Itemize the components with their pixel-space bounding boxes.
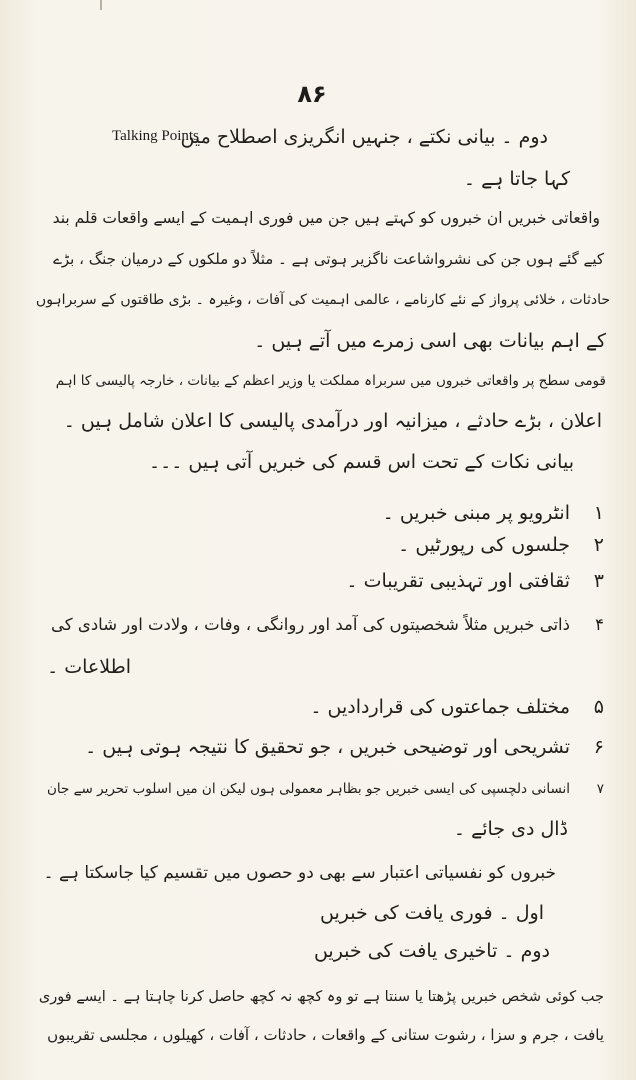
list-number: ۶: [593, 736, 604, 758]
text-line: کہا جاتا ہے ۔: [463, 168, 570, 190]
list-number: ۱: [593, 502, 604, 524]
english-term: Talking Points: [112, 128, 199, 144]
list-item-text: تشریحی اور توضیحی خبریں ، جو تحقیق کا نتیجہ ہوتی ہیں ۔: [85, 736, 570, 758]
text-line: جب کوئی شخص خبریں پڑھتا یا سنتا ہے تو وہ کچھ نہ کچھ حاصل کرنا چاہتا ہے ۔ ایسے فوری: [38, 989, 604, 1005]
text-line: حادثات ، خلائی پرواز کے نئے کارنامے ، عالمی اہمیت کی آفات ، وغیرہ ۔ بڑی طاقتوں کے سربراہوں: [35, 292, 610, 308]
list-item: [346, 566, 604, 596]
text-line: اعلان ، بڑے حادثے ، میزانیہ اور درآمدی پالیسی کا اعلان شامل ہیں ۔: [63, 410, 602, 432]
list-item: [47, 774, 604, 804]
text-line: دوم ۔ بیانی نکتے ، جنہیں انگریزی اصطلاح میں: [180, 126, 548, 148]
list-number: ۷: [596, 781, 604, 797]
text-line: دوم ۔ تاخیری یافت کی خبریں: [313, 940, 550, 962]
text-line: ڈال دی جائے ۔: [453, 818, 568, 840]
text-line: واقعاتی خبریں ان خبروں کو کہتے ہیں جن میں فوری اہمیت کے ایسے واقعات قلم بند: [52, 209, 600, 227]
list-item: [398, 530, 604, 560]
list-item: [310, 692, 604, 722]
list-number: ۴: [595, 615, 604, 634]
list-item-text: جلسوں کی رپورٹیں ۔: [398, 534, 570, 556]
list-item-text: مختلف جماعتوں کی قراردادیں ۔: [310, 696, 570, 718]
list-item-text: ثقافتی اور تہذیبی تقریبات ۔: [346, 570, 570, 592]
text-line: اطلاعات ۔: [47, 656, 131, 678]
list-item: [51, 610, 604, 640]
list-item-text: انسانی دلچسپی کی ایسی خبریں جو بظاہر معمولی ہوں لیکن ان میں اسلوب تحریر سے جان: [46, 781, 570, 797]
text-line: یافت ، جرم و سزا ، رشوت ستانی کے واقعات ، حادثات ، آفات ، کھیلوں ، مجلسی تقریبوں: [47, 1026, 604, 1044]
scan-edge-mark: [100, 0, 102, 10]
text-line: کے اہم بیانات بھی اسی زمرے میں آتے ہیں ۔: [254, 330, 606, 352]
text-line: کیے گئے ہوں جن کی نشرواشاعت ناگزیر ہوتی ہے ۔ مثلاً دو ملکوں کے درمیان جنگ ، بڑے: [53, 250, 604, 268]
list-item-text: ذاتی خبریں مثلاً شخصیتوں کی آمد اور روانگی ، وفات ، ولادت اور شادی کی: [51, 615, 570, 634]
text-line: خبروں کو نفسیاتی اعتبار سے بھی دو حصوں میں تقسیم کیا جاسکتا ہے ۔: [43, 863, 556, 883]
text-line: قومی سطح پر واقعاتی خبروں میں سربراہ مملکت یا وزیر اعظم کے بیانات ، خارجہ پالیسی کا اہم: [55, 373, 606, 389]
list-number: ۳: [593, 570, 604, 592]
list-item: [85, 732, 604, 762]
list-item: [383, 498, 604, 528]
page-number: ۸۶: [297, 80, 327, 108]
text-line: بیانی نکات کے تحت اس قسم کی خبریں آتی ہیں ۔۔۔: [148, 451, 574, 473]
list-number: ۲: [593, 534, 604, 556]
list-item-text: انٹرویو پر مبنی خبریں ۔: [382, 502, 570, 524]
list-number: ۵: [593, 696, 604, 718]
text-line: اول ۔ فوری یافت کی خبریں: [320, 902, 544, 924]
